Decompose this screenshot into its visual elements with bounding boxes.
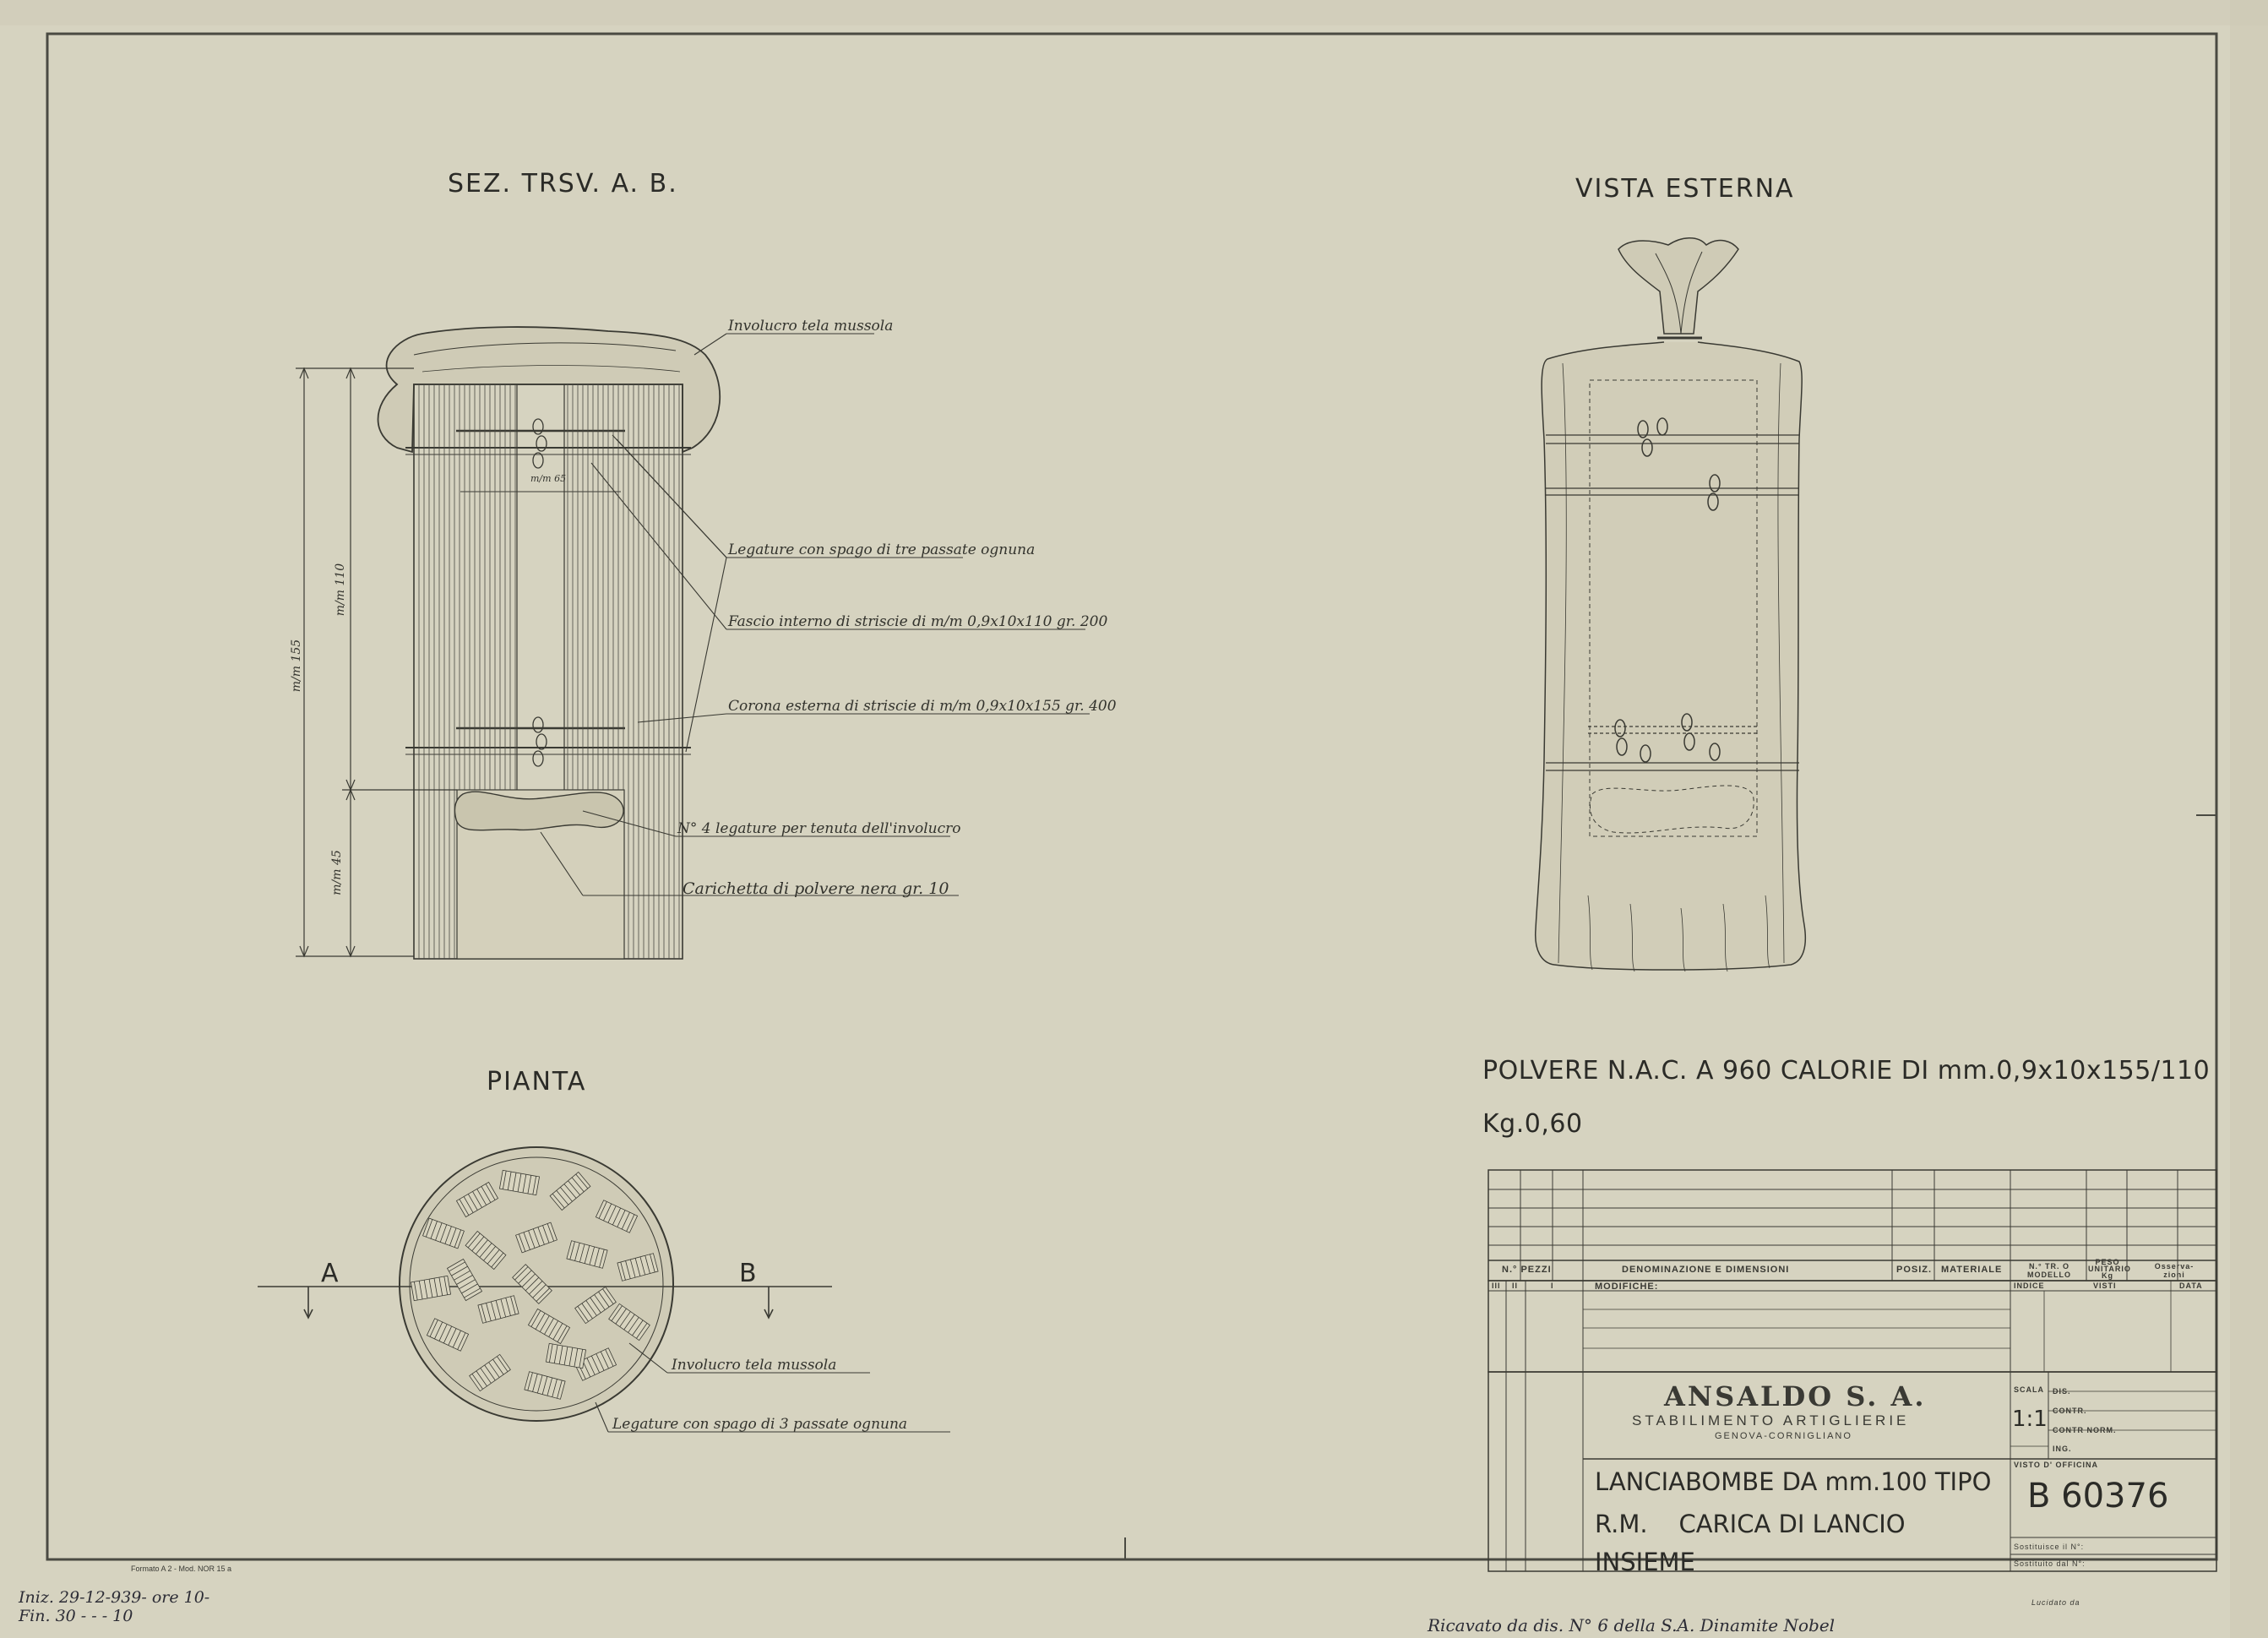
visti-label: VISTI (2093, 1282, 2117, 1290)
role-contr: CONTR. (2053, 1407, 2087, 1415)
company-sub: STABILIMENTO ARTIGLIERIE (1632, 1412, 1910, 1428)
scale-value: 1:1 (2012, 1407, 2048, 1432)
company-location: GENOVA-CORNIGLIANO (1715, 1431, 1852, 1441)
spec-weight: Kg.0,60 (1482, 1109, 1583, 1139)
handwritten-end: Fin. 30 - - - 10 (19, 1607, 133, 1625)
note-fascio-interno: Fascio interno di striscie di m/m 0,9x10x110 gr. 200 (728, 613, 1108, 630)
spec-powder: POLVERE N.A.C. A 960 CALORIE DI mm.0,9x10x155/110 (1482, 1056, 2211, 1086)
drawing-title-line2: R.M. CARICA DI LANCIO (1595, 1510, 1906, 1538)
drawing-title-line3: INSIEME (1595, 1548, 1695, 1576)
header-denominazione: DENOMINAZIONE E DIMENSIONI (1622, 1265, 1790, 1275)
plan-view-title: PIANTA (487, 1067, 587, 1097)
dimension-upper-height: m/m 110 (334, 563, 348, 617)
note-corona-esterna: Corona esterna di striscie di m/m 0,9x10x155 gr. 400 (728, 698, 1117, 715)
handwritten-source: Ricavato da dis. N° 6 della S.A. Dinamite Nobel (1428, 1615, 1836, 1635)
header-materiale: MATERIALE (1941, 1265, 2003, 1275)
note-legature-tenuta: N° 4 legature per tenuta dell'involucro (677, 820, 961, 837)
handwritten-start: Iniz. 29-12-939- ore 10- (19, 1588, 210, 1607)
drawing-number: B 60376 (2027, 1477, 2169, 1516)
role-dis: DIS. (2053, 1387, 2071, 1396)
role-contr-norm: CONTR NORM. (2053, 1426, 2117, 1434)
scale-label: SCALA (2014, 1385, 2044, 1394)
header-pezzi: N.° PEZZI (1502, 1265, 1552, 1275)
format-note: Formato A 2 - Mod. NOR 15 a (131, 1565, 232, 1573)
modifiche-label: MODIFICHE: (1595, 1282, 1659, 1292)
note-carichetta: Carichetta di polvere nera gr. 10 (683, 879, 949, 898)
dimension-lower-height: m/m 45 (329, 850, 344, 895)
sostituisce-label: Sostituisce il N°: (2014, 1543, 2085, 1551)
indice-label: INDICE (2014, 1282, 2045, 1290)
mod-col-3: III (1492, 1282, 1501, 1290)
dimension-total-height: m/m 155 (290, 639, 304, 693)
dimension-inner-width: m/m 65 (530, 473, 567, 484)
mod-col-2: II (1512, 1282, 1519, 1290)
header-osservazioni: Osserva-zioni (2154, 1262, 2195, 1279)
drawing-title-line1: LANCIABOMBE DA mm.100 TIPO (1595, 1467, 1992, 1496)
data-label: DATA (2179, 1282, 2203, 1290)
header-posiz: POSIZ. (1896, 1265, 1933, 1275)
external-view-title: VISTA ESTERNA (1575, 174, 1795, 204)
header-peso: PESO UNITARIO Kg (2088, 1258, 2131, 1280)
role-visto-officina: VISTO D' OFFICINA (2014, 1461, 2098, 1469)
sostituito-label: Sostituito dal N°: (2014, 1559, 2086, 1568)
header-modello: N.° TR. O MODELLO (2027, 1262, 2071, 1279)
lucidato-label: Lucidato da (2031, 1598, 2080, 1607)
role-ing: ING. (2053, 1445, 2072, 1453)
note-legature: Legature con spago di tre passate ognuna (728, 541, 1036, 558)
section-mark-a: A (321, 1259, 339, 1288)
plan-note-involucro: Involucro tela mussola (672, 1357, 837, 1374)
plan-note-legature: Legature con spago di 3 passate ognuna (612, 1416, 908, 1433)
section-mark-b: B (739, 1259, 757, 1288)
company-name: ANSALDO S. A. (1664, 1380, 1927, 1412)
section-view-title: SEZ. TRSV. A. B. (448, 169, 678, 199)
mod-col-1: I (1551, 1282, 1554, 1290)
note-involucro: Involucro tela mussola (728, 318, 894, 335)
